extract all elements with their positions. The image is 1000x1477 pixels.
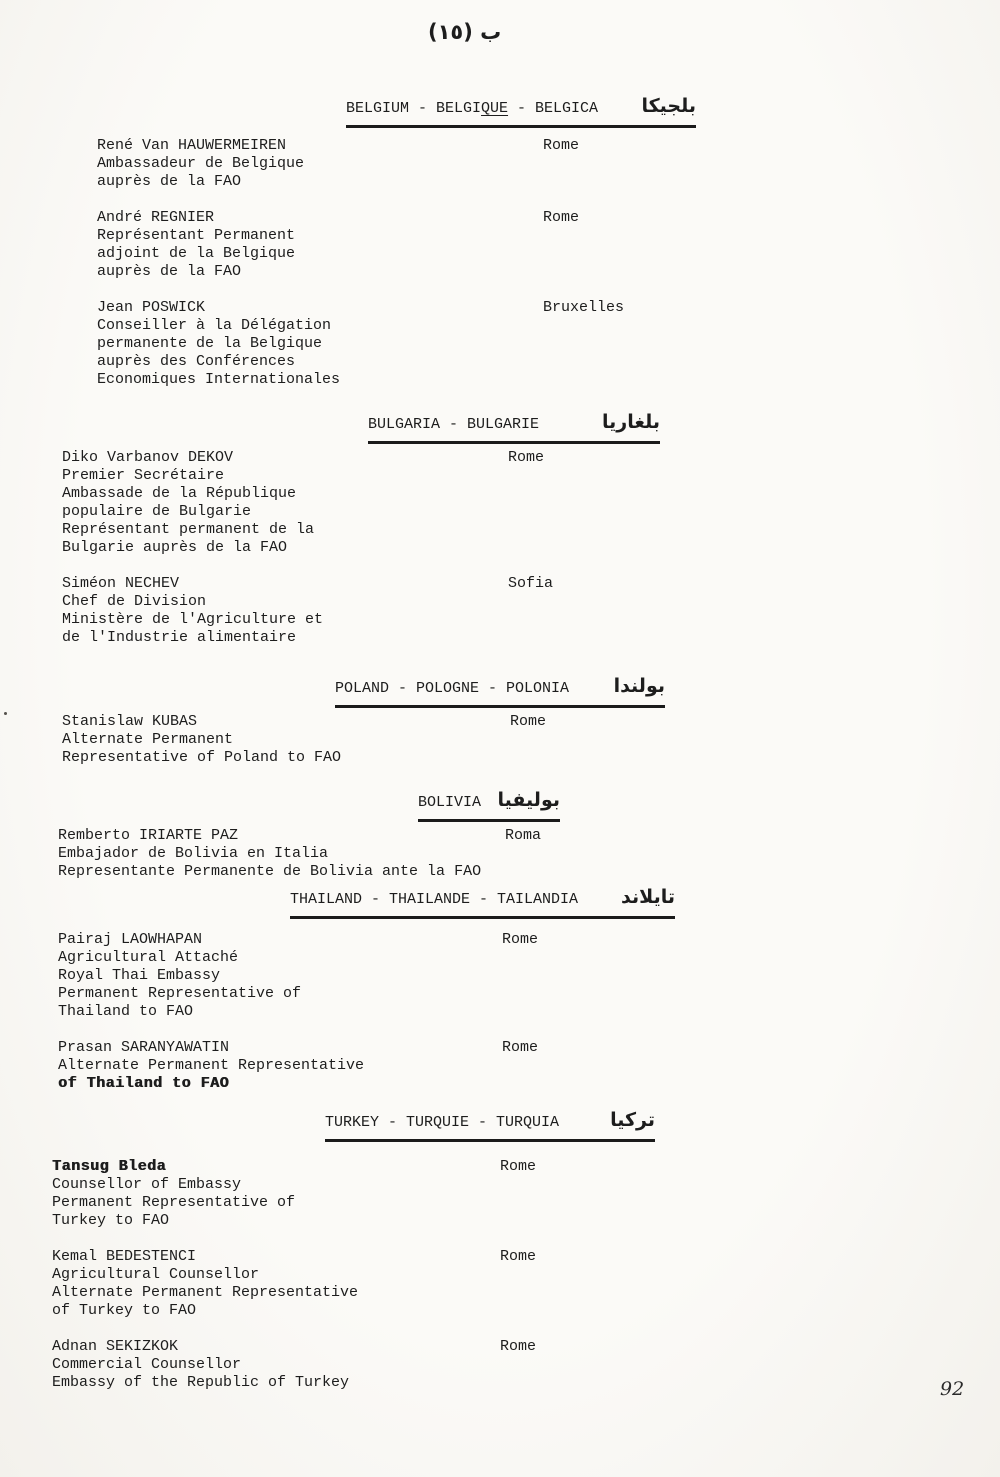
section-title-segment: TURKEY - TURQUIE - TURQUIA [325,1114,560,1131]
section-title-segment: BULGARIA - BULGARIE [368,416,540,433]
delegate-entry [0,449,1000,557]
section-title [290,890,578,910]
delegate-role-line: Représentant permanent de la [62,521,315,538]
section-header [290,887,675,919]
delegate-role-line: Representante Permanente de Bolivia ante la FAO [58,863,482,880]
section-title-arabic: تايلاند [621,886,675,908]
delegate-role-line: Royal Thai Embassy [58,967,221,984]
delegate-entry [0,1158,1000,1230]
delegate-role-line: Economiques Internationales [97,371,341,388]
section-title-segment: BELGIUM - BELGI [346,100,482,117]
section-poland [0,676,1000,785]
section-title [368,415,539,435]
delegate-role-line: Représentant Permanent [97,227,296,244]
delegate-name: Diko Varbanov DEKOV [62,449,234,466]
section-header [325,1110,655,1142]
delegate-location: Roma [505,827,542,844]
delegate-role-line: Counsellor of Embassy [52,1176,242,1193]
delegate-role-line: Ministère de l'Agriculture et [62,611,324,628]
delegate-name: René Van HAUWERMEIREN [97,137,287,154]
delegate-location: Rome [502,1039,539,1056]
delegate-role-line: of Thailand to FAO [58,1075,230,1092]
section-title-segment: BOLIVIA [418,794,482,811]
section-header [346,96,696,128]
delegate-name: Jean POSWICK [97,299,206,316]
delegate-role-line: Embassy of the Republic of Turkey [52,1374,350,1391]
delegate-role-line: Thailand to FAO [58,1003,194,1020]
section-title-arabic: بلجيكا [641,95,696,117]
delegate-location: Rome [510,713,547,730]
delegate-location: Rome [543,137,580,154]
section-bulgaria [0,412,1000,665]
section-header [418,790,560,822]
delegate-entry [0,1248,1000,1320]
delegate-role-line: auprès de la FAO [97,173,242,190]
delegate-role-line: Permanent Representative of [58,985,302,1002]
delegate-role-line: Alternate Permanent Representative [58,1057,365,1074]
delegate-role-line: Ambassade de la République [62,485,297,502]
delegate-name: Pairaj LAOWHAPAN [58,931,203,948]
delegate-location: Sofia [508,575,554,592]
delegate-role-line: populaire de Bulgarie [62,503,252,520]
scan-speck [4,712,7,715]
section-header [335,676,665,708]
delegate-name: Siméon NECHEV [62,575,180,592]
section-thailand [0,887,1000,1111]
delegate-entry [0,209,1000,281]
section-entries [0,449,1000,647]
section-title-segment: POLAND - POLOGNE - POLONIA [335,680,570,697]
delegate-entry [0,575,1000,647]
delegate-role-line: Embajador de Bolivia en Italia [58,845,329,862]
delegate-role-line: permanente de la Belgique [97,335,323,352]
section-entries [0,931,1000,1093]
section-entries [0,827,1000,881]
delegate-role-line: auprès de la FAO [97,263,242,280]
delegate-role-line: Turkey to FAO [52,1212,170,1229]
section-title-arabic: تركيا [610,1109,655,1131]
delegate-location: Rome [508,449,545,466]
delegate-role-line: adjoint de la Belgique [97,245,296,262]
section-header [368,412,660,444]
delegate-role-line: de l'Industrie alimentaire [62,629,297,646]
section-title [418,793,481,813]
delegate-entry [0,1039,1000,1093]
delegate-location: Rome [502,931,539,948]
section-bolivia [0,790,1000,899]
delegate-role-line: Bulgarie auprès de la FAO [62,539,288,556]
section-title-arabic: بوليفيا [497,789,560,811]
section-title-segment: THAILAND - THAILANDE - TAILANDIA [290,891,579,908]
section-title [346,99,598,119]
section-entries [0,1158,1000,1392]
section-belgium [0,96,1000,407]
delegate-name: Adnan SEKIZKOK [52,1338,179,1355]
delegate-role-line: Commercial Counsellor [52,1356,242,1373]
delegate-name: Stanislaw KUBAS [62,713,198,730]
delegate-entry [0,137,1000,191]
delegate-role-line: of Turkey to FAO [52,1302,197,1319]
delegate-role-line: Alternate Permanent [62,731,234,748]
delegate-role-line: Ambassadeur de Belgique [97,155,305,172]
section-title-segment: - BELGICA [508,100,599,117]
delegate-role-line: Premier Secrétaire [62,467,225,484]
section-turkey [0,1110,1000,1410]
section-entries [0,713,1000,767]
delegate-location: Rome [500,1158,537,1175]
delegate-entry [0,931,1000,1021]
delegate-role-line: Agricultural Attaché [58,949,239,966]
delegate-role-line: Permanent Representative of [52,1194,296,1211]
section-entries [0,137,1000,389]
delegate-name: Kemal BEDESTENCI [52,1248,197,1265]
arabic-page-marker: (١٥) ب [428,20,502,44]
section-title [325,1113,559,1133]
delegate-entry [0,713,1000,767]
delegate-location: Rome [500,1338,537,1355]
delegate-role-line: auprès des Conférences [97,353,296,370]
delegate-entry [0,827,1000,881]
delegate-role-line: Representative of Poland to FAO [62,749,342,766]
section-title-arabic: بلغاريا [602,411,660,433]
page-number: 92 [940,1378,965,1400]
delegate-name: Remberto IRIARTE PAZ [58,827,239,844]
delegate-entry [0,1338,1000,1392]
delegate-entry [0,299,1000,389]
delegate-role-line: Conseiller à la Délégation [97,317,332,334]
section-title-arabic: بولندا [613,675,665,697]
section-title-segment: QUE [481,100,509,117]
delegate-location: Rome [500,1248,537,1265]
delegate-location: Rome [543,209,580,226]
section-title [335,679,569,699]
delegate-role-line: Agricultural Counsellor [52,1266,260,1283]
delegate-location: Bruxelles [543,299,625,316]
delegate-role-line: Chef de Division [62,593,207,610]
delegate-name: Tansug Bleda [52,1158,167,1175]
delegate-role-line: Alternate Permanent Representative [52,1284,359,1301]
delegate-name: Prasan SARANYAWATIN [58,1039,230,1056]
delegate-name: André REGNIER [97,209,215,226]
